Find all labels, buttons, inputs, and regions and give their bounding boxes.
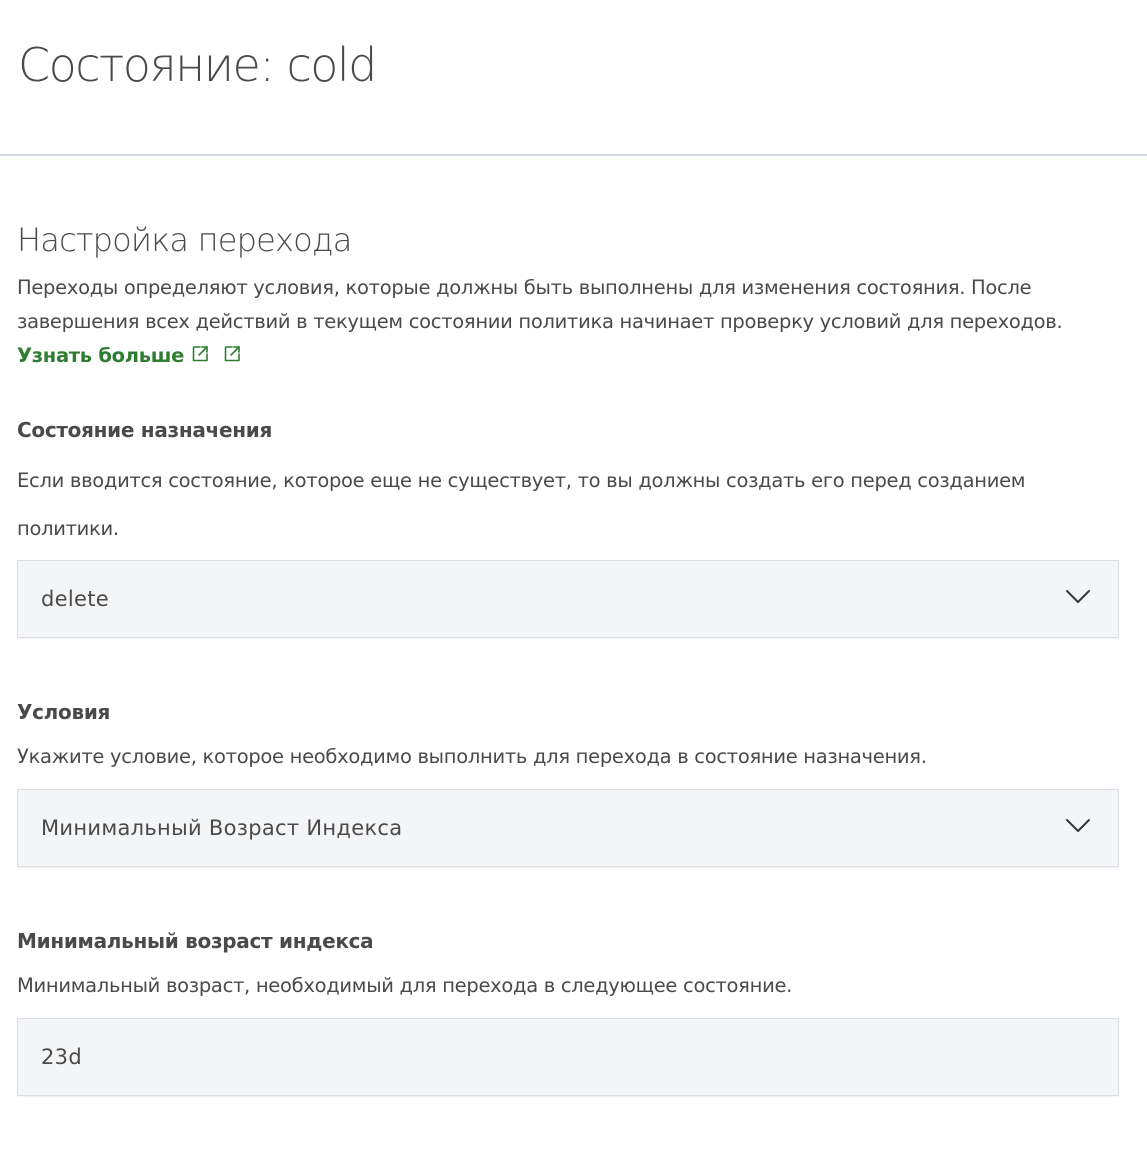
min-age-field [17,926,1119,1096]
external-link-icon [222,344,242,364]
min-age-help: Минимальный возраст, необходимый для перехода в следующее состояние. [17,974,793,997]
page-header [0,0,1147,156]
chevron-down-icon [1065,818,1091,834]
section-description-text: Переходы определяют условия, которые должны быть выполнены для изменения состояния. После завершения всех действий в текущем состоянии политика начинает проверку условий для переходов. [17,276,1063,333]
learn-more-link[interactable] [17,344,242,367]
destination-select-value: delete [41,587,109,611]
destination-label: Состояние назначения [17,418,273,442]
condition-select[interactable] [17,789,1119,867]
min-age-input[interactable] [17,1018,1119,1096]
condition-field [17,697,1119,867]
min-age-input-value: 23d [41,1045,82,1069]
destination-help: Если вводится состояние, которое еще не существует, то вы должны создать его перед созданием политики. [17,469,1026,540]
section-description [17,271,1119,373]
condition-label: Условия [17,700,111,724]
section-title: Настройка перехода [17,221,352,259]
chevron-down-icon [1065,589,1091,605]
learn-more-label: Узнать больше [17,344,185,367]
condition-select-value: Минимальный Возраст Индекса [41,816,403,840]
destination-field [17,415,1119,638]
destination-select[interactable] [17,560,1119,638]
min-age-label: Минимальный возраст индекса [17,929,374,953]
page-title: Состояние: cold [18,38,376,92]
external-link-icon [190,344,210,364]
condition-help: Укажите условие, которое необходимо выполнить для перехода в состояние назначения. [17,745,927,768]
transition-form [17,218,1119,1096]
